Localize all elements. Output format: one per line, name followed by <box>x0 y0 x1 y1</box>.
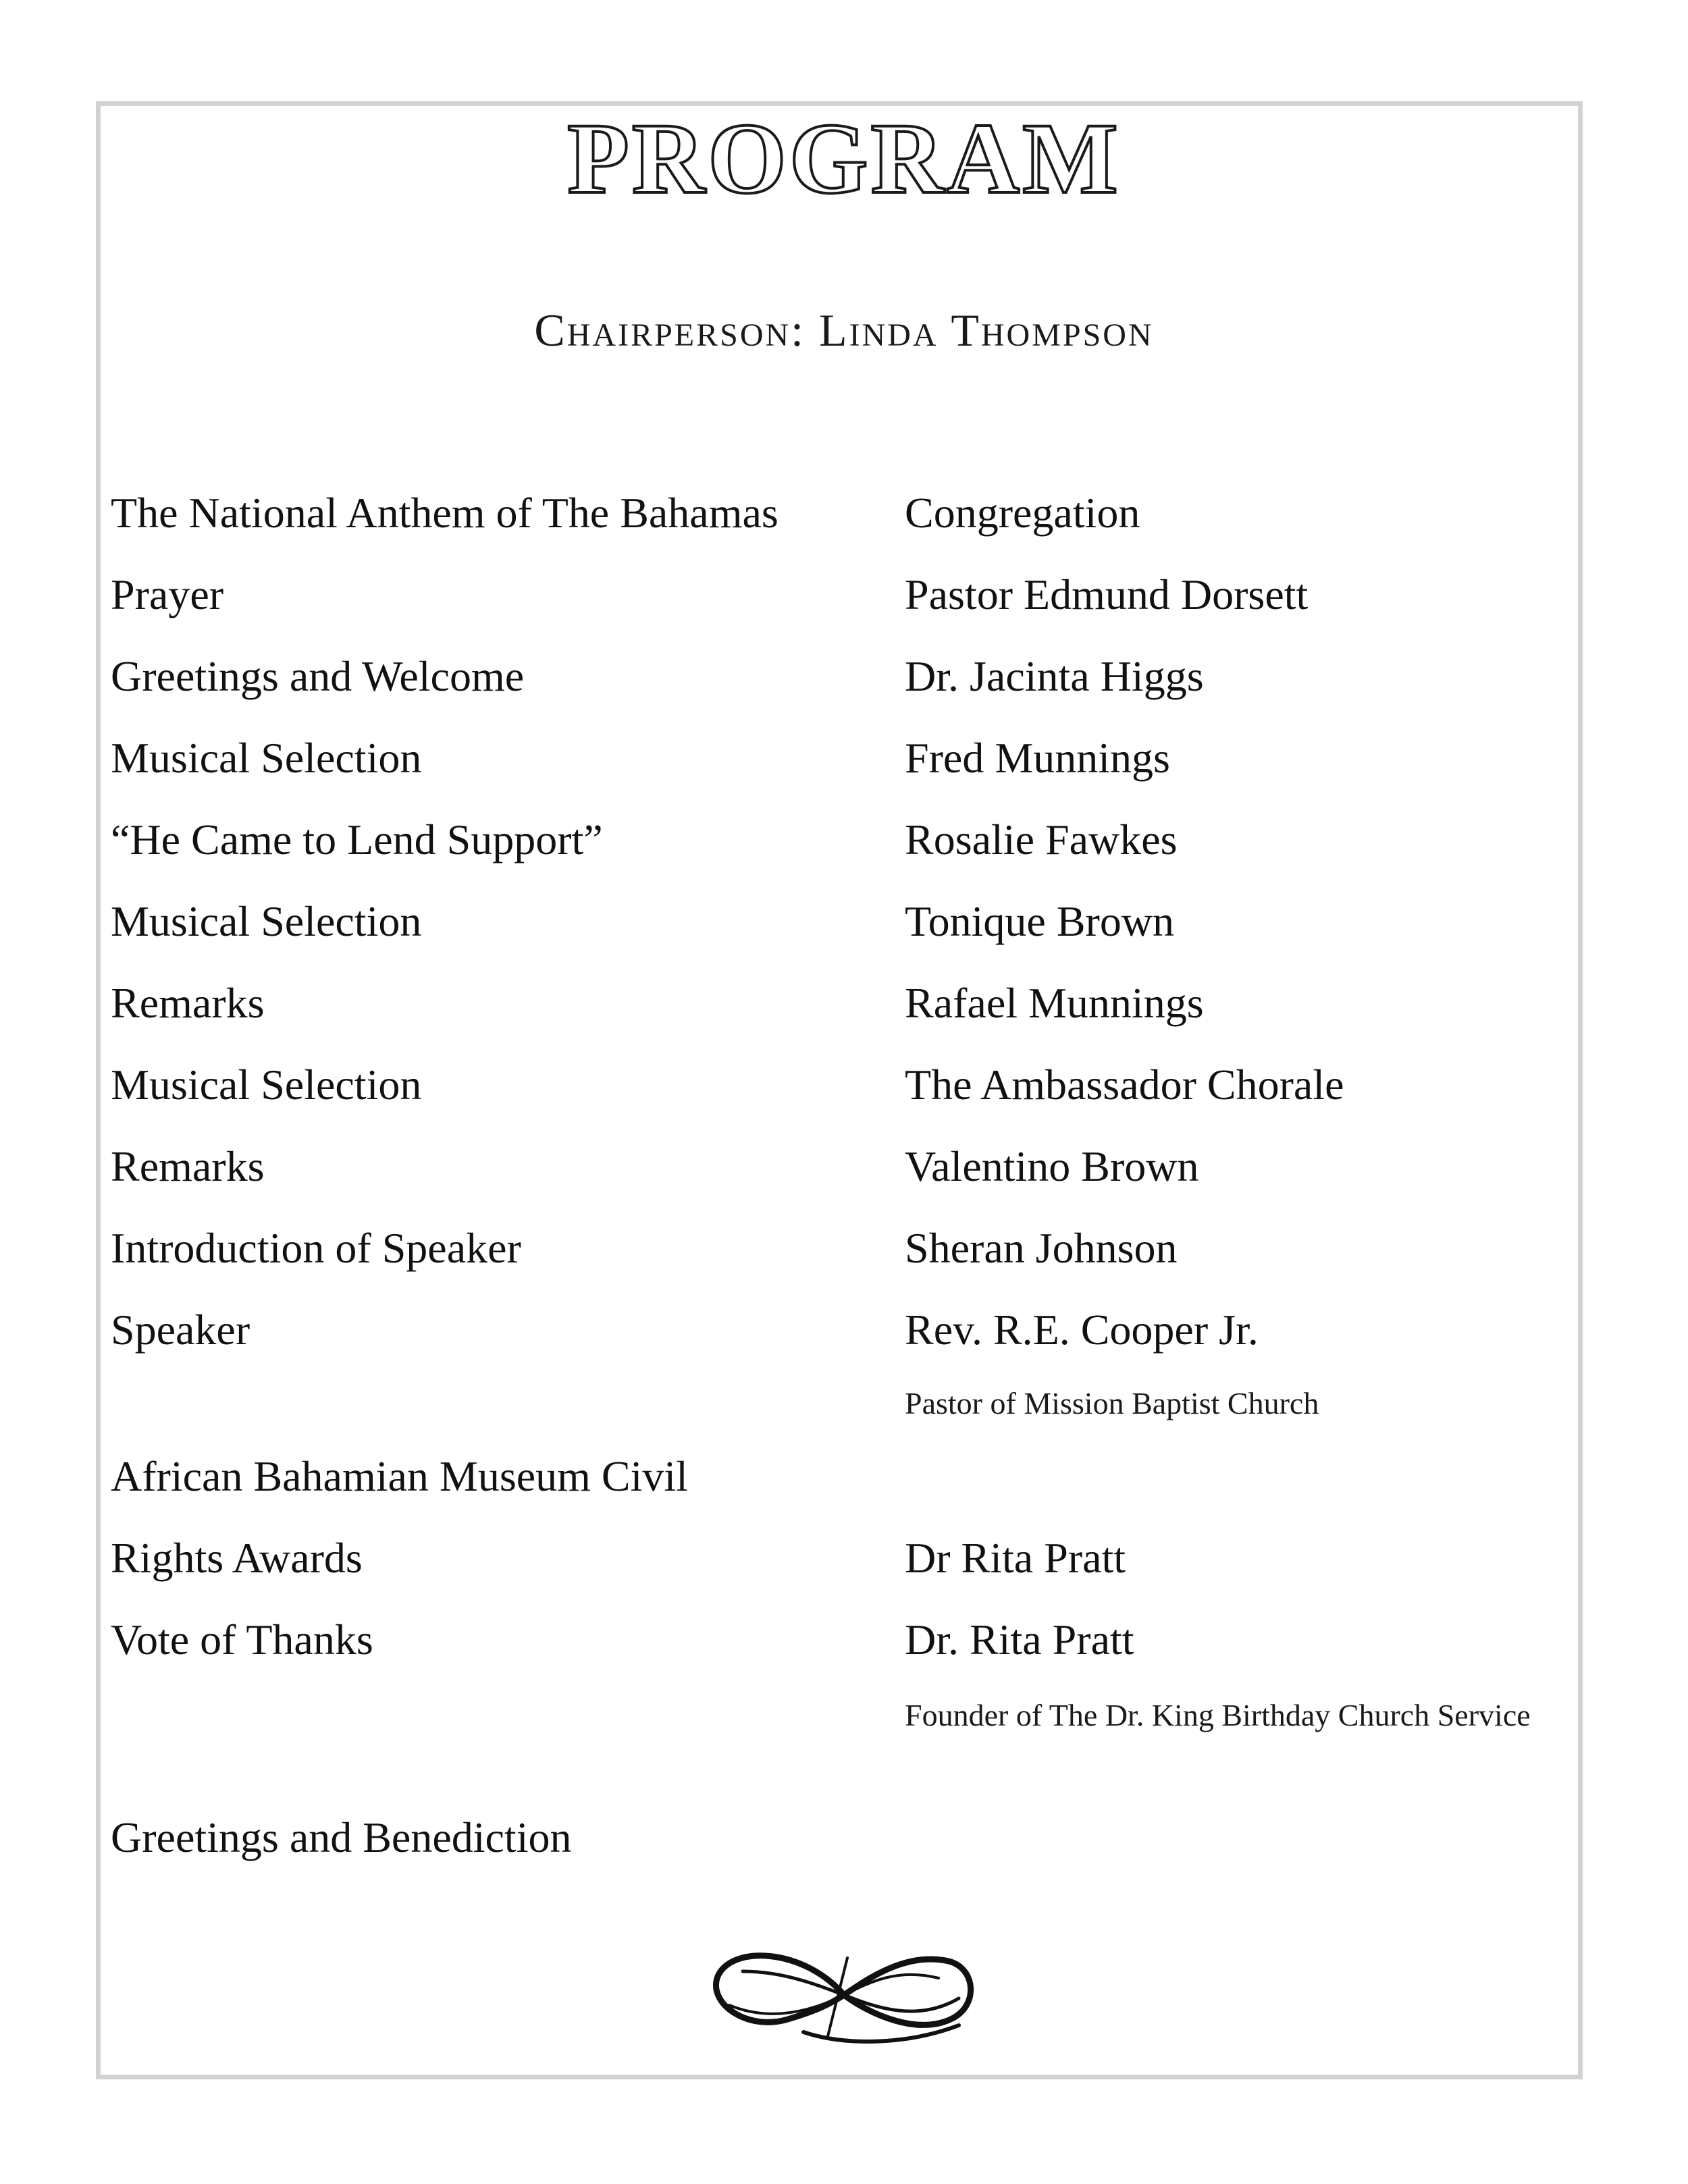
program-row <box>111 1138 1576 1195</box>
speaker-note: Pastor of Mission Baptist Church <box>905 1386 1319 1420</box>
program-item: African Bahamian Museum Civil <box>111 1452 688 1500</box>
program-item: Remarks <box>111 1142 265 1190</box>
program-row <box>111 893 1576 950</box>
program-person: Valentino Brown <box>905 1142 1199 1190</box>
chairperson-line: Chairperson: Linda Thompson <box>534 304 1154 356</box>
program-person: Rev. R.E. Cooper Jr. <box>905 1306 1259 1354</box>
program-person: Dr. Rita Pratt <box>905 1616 1134 1663</box>
program-item: Musical Selection <box>111 1061 422 1109</box>
thanks-note: Founder of The Dr. King Birthday Church Service <box>905 1698 1531 1732</box>
program-row <box>111 1220 1576 1277</box>
program-item: Prayer <box>111 570 224 618</box>
program-item: Rights Awards <box>111 1534 363 1582</box>
program-item: Musical Selection <box>111 897 422 945</box>
program-item: Speaker <box>111 1306 250 1354</box>
program-row <box>111 975 1576 1032</box>
program-person: Congregation <box>905 489 1140 537</box>
program-row <box>111 1057 1576 1113</box>
program-row <box>111 1302 1576 1358</box>
program-person: Pastor Edmund Dorsett <box>905 570 1309 618</box>
program-row <box>111 485 1576 541</box>
program-row <box>111 1809 1576 1866</box>
program-item: The National Anthem of The Bahamas <box>111 489 779 537</box>
program-item: Greetings and Benediction <box>111 1813 572 1861</box>
program-item: Greetings and Welcome <box>111 652 525 700</box>
program-person: Rafael Munnings <box>905 979 1204 1027</box>
program-item: Musical Selection <box>111 734 422 782</box>
program-row <box>111 730 1576 787</box>
program-person: Dr Rita Pratt <box>905 1534 1126 1582</box>
program-row <box>111 1530 1576 1587</box>
program-item: “He Came to Lend Support” <box>111 816 603 863</box>
program-row <box>111 648 1576 705</box>
program-row <box>111 811 1576 868</box>
program-person: The Ambassador Chorale <box>905 1061 1344 1109</box>
program-person: Sheran Johnson <box>905 1224 1178 1272</box>
program-item: Remarks <box>111 979 265 1027</box>
program-person: Rosalie Fawkes <box>905 816 1178 863</box>
program-row <box>111 1448 1576 1505</box>
program-row <box>111 566 1576 623</box>
program-item: Introduction of Speaker <box>111 1224 521 1272</box>
infinity-flourish-icon <box>702 1931 986 2059</box>
program-person: Dr. Jacinta Higgs <box>905 652 1204 700</box>
program-person: Fred Munnings <box>905 734 1170 782</box>
program-person: Tonique Brown <box>905 897 1175 945</box>
program-row <box>111 1612 1576 1668</box>
page-title: PROGRAM <box>567 103 1121 215</box>
program-item: Vote of Thanks <box>111 1616 373 1663</box>
